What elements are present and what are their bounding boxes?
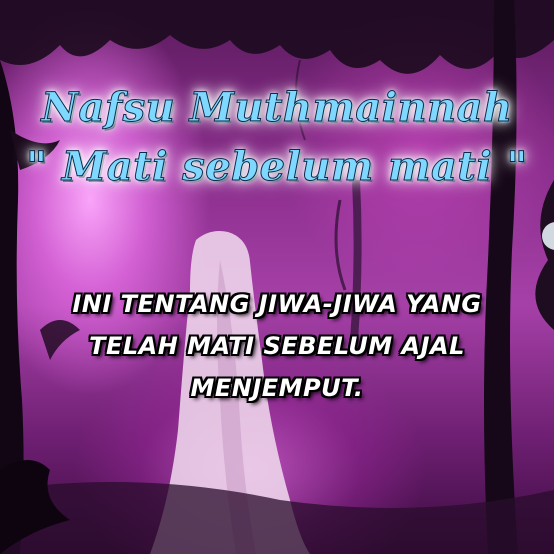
caption-line-2: TELAH MATI SEBELUM AJAL xyxy=(89,332,465,360)
caption-line-3: MENJEMPUT. xyxy=(190,374,364,402)
caption-text xyxy=(20,283,534,409)
hanging-vine xyxy=(336,200,345,290)
right-foliage xyxy=(535,180,554,330)
title-line-1: Nafsu Muthmainnah xyxy=(41,84,513,131)
caption-line-1: INI TENTANG JIWA-JIWA YANG xyxy=(72,290,482,318)
title-line-2: " Mati sebelum mati " xyxy=(26,143,528,190)
canopy-foliage xyxy=(0,0,554,74)
